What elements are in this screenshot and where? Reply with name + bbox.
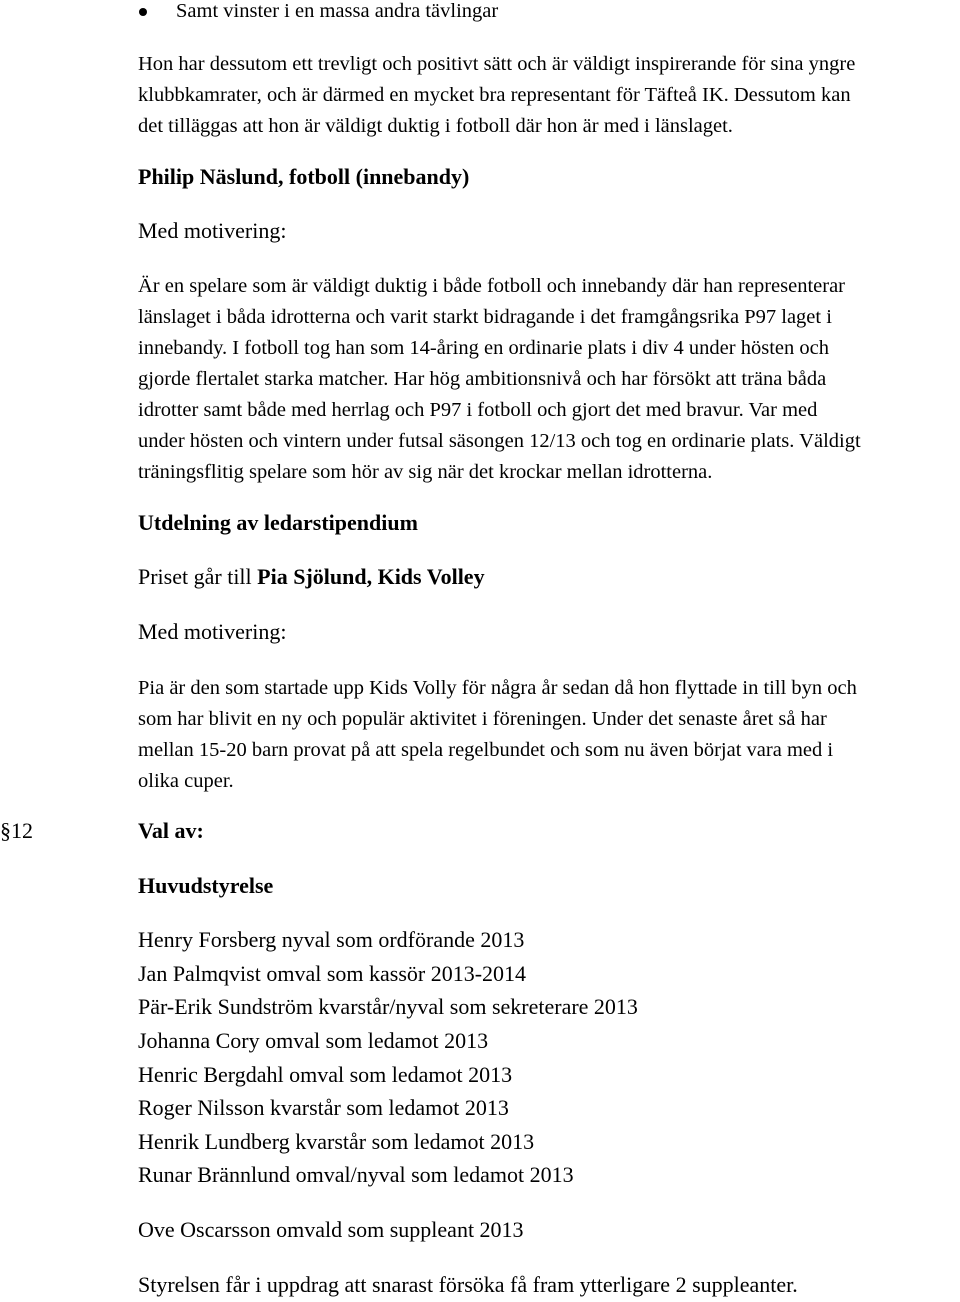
paragraph-line: klubbkamrater, och är därmed en mycket bra representant för Täfteå IK. Dessutom kan: [138, 84, 851, 106]
paragraph-line: under hösten och vintern under futsal säsongen 12/13 och tog en ordinarie plats. Väldigt: [138, 430, 861, 452]
section-heading: Utdelning av ledarstipendium: [138, 510, 418, 535]
subheading: Huvudstyrelse: [138, 873, 274, 898]
paragraph-line: Är en spelare som är väldigt duktig i både fotboll och innebandy där han representerar: [138, 275, 845, 297]
substitute: Ove Oscarsson omvald som suppleant 2013: [138, 1217, 524, 1242]
motivation-label: Med motivering:: [138, 619, 287, 644]
section-number: §12: [0, 818, 33, 843]
paragraph-line: länslaget i båda idrotterna och varit starkt bidragande i det framgångsrika P97 laget i: [138, 306, 832, 328]
paragraph-line: träningsflitig spelare som hör av sig när det krockar mellan idrotterna.: [138, 461, 713, 483]
closing-note: Styrelsen får i uppdrag att snarast försöka få fram ytterligare 2 suppleanter.: [138, 1272, 798, 1297]
paragraph-line: mellan 15-20 barn provat på att spela regelbundet och som nu även börjat vara med i: [138, 739, 834, 761]
paragraph-line: olika cuper.: [138, 770, 234, 792]
section-marker-icon: §: [0, 818, 11, 843]
prize-line: [138, 564, 485, 590]
paragraph-line: gjorde flertalet starka matcher. Har hög ambitionsnivå och har försökt att träna båda: [138, 368, 827, 390]
paragraph-line: idrotter samt både med herrlag och P97 i fotboll och gjort det med bravur. Var med: [138, 399, 818, 421]
prize-recipient: Pia Sjölund, Kids Volley: [257, 564, 485, 589]
board-member: Henric Bergdahl omval som ledamot 2013: [138, 1062, 513, 1087]
paragraph-line: innebandy. I fotboll tog han som 14-åring en ordinarie plats i div 4 under hösten och: [138, 337, 829, 359]
section-title: Val av:: [138, 818, 204, 843]
paragraph-line: det tilläggas att hon är väldigt duktig i fotboll där hon är med i länslaget.: [138, 115, 733, 137]
board-member: Johanna Cory omval som ledamot 2013: [138, 1028, 489, 1053]
board-member: Roger Nilsson kvarstår som ledamot 2013: [138, 1095, 509, 1120]
paragraph-line: Pia är den som startade upp Kids Volly för några år sedan då hon flyttade in till byn och: [138, 677, 857, 699]
board-member: Jan Palmqvist omval som kassör 2013-2014: [138, 961, 527, 986]
motivation-label: Med motivering:: [138, 218, 287, 243]
recipient-heading: Philip Näslund, fotboll (innebandy): [138, 164, 470, 189]
board-member: Pär-Erik Sundström kvarstår/nyval som sekreterare 2013: [138, 994, 638, 1019]
prize-prefix: Priset går till: [138, 564, 258, 589]
board-member: Henry Forsberg nyval som ordförande 2013: [138, 927, 525, 952]
bullet-text: Samt vinster i en massa andra tävlingar: [176, 0, 499, 22]
paragraph-line: Hon har dessutom ett trevligt och positivt sätt och är väldigt inspirerande för sina yngre: [138, 53, 856, 75]
board-member: Runar Brännlund omval/nyval som ledamot 2013: [138, 1162, 574, 1187]
bullet-icon: [139, 8, 147, 16]
board-member: Henrik Lundberg kvarstår som ledamot 2013: [138, 1129, 535, 1154]
paragraph-line: som har blivit en ny och populär aktivitet i föreningen. Under det senaste året så har: [138, 708, 827, 730]
